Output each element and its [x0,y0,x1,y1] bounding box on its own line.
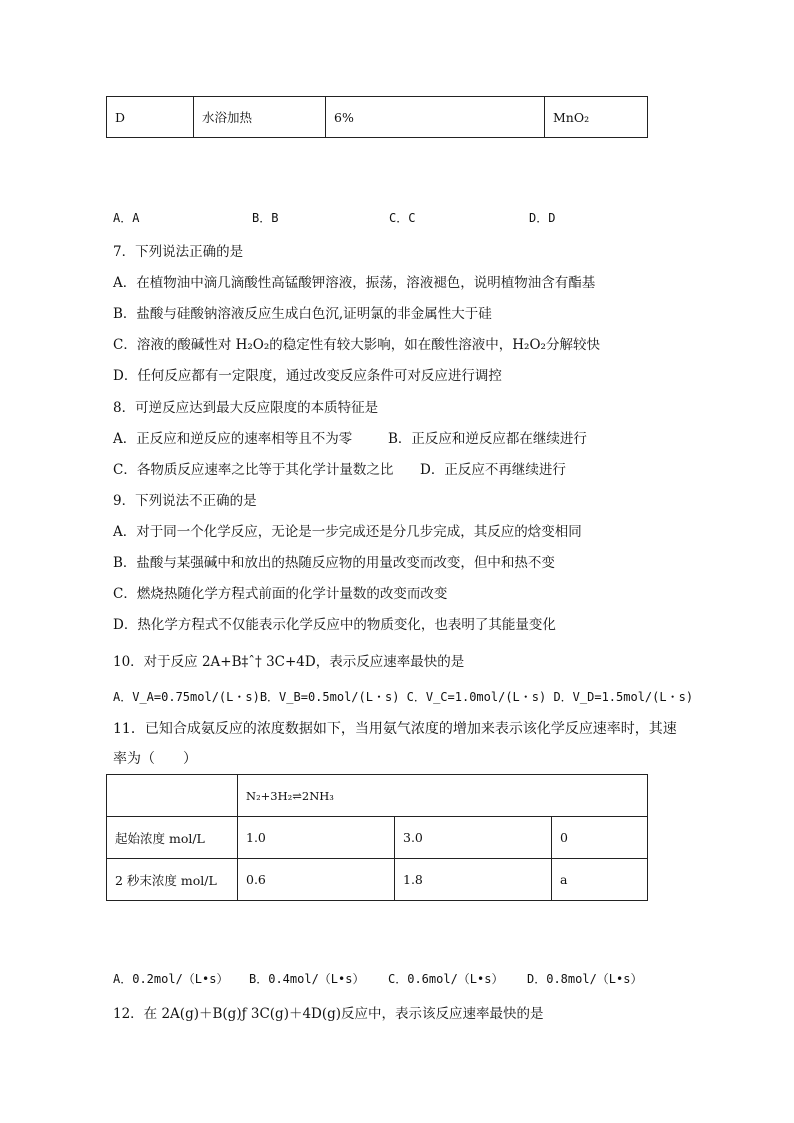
question-stem: 11．已知合成氨反应的浓度数据如下，当用氨气浓度的增加来表示该化学反应速率时，其速 [113,721,677,737]
q6-option-a: A．A [113,211,140,225]
option-text: B．正反应和逆反应都在继续进行 [388,431,587,447]
question-stem: 9．下列说法不正确的是 [113,493,257,509]
question-stem: 10．对于反应 2A+B‡ˆ† 3C+4D，表示反应速率最快的是 [113,654,465,670]
table-cell: 6% [326,97,545,138]
question-stem: 8．可逆反应达到最大反应限度的本质特征是 [113,400,379,416]
option-text: D．正反应不再继续进行 [420,462,566,478]
q6-option-b: B．B [252,211,279,225]
option-text: A．对于同一个化学反应，无论是一步完成还是分几步完成，其反应的焓变相同 [113,524,582,540]
question-stem: 率为（ ） [113,751,197,767]
option-text: A．在植物油中滴几滴酸性高锰酸钾溶液，振荡，溶液褪色，说明植物油含有酯基 [113,275,596,291]
table-row [107,97,648,138]
question-stem: 7．下列说法正确的是 [113,244,244,260]
table-cell: D [107,97,194,138]
q6-option-d: D．D [529,211,556,225]
option-text: D．热化学方程式不仅能表示化学反应中的物质变化，也表明了其能量变化 [113,617,556,633]
q11-option-b: B．0.4mol/（L•s） [249,972,365,986]
option-text: C．溶液的酸碱性对 H₂O₂的稳定性有较大影响，如在酸性溶液中，H₂O₂分解较快 [113,337,600,353]
option-text: A．正反应和逆反应的速率相等且不为零 [113,431,353,447]
option-text: C．各物质反应速率之比等于其化学计量数之比 [113,462,394,478]
table-cell: 0.6 [238,859,395,901]
table-cell: 3.0 [395,817,552,859]
q11-option-a: A．0.2mol/（L•s） [113,972,229,986]
option-text: A．V_A=0.75mol/(L・s)B．V_B=0.5mol/(L・s) C．V_C=1.0mol/(L・s) D．V_D=1.5mol/(L・s) [113,690,694,704]
table-row [107,817,648,859]
q11-option-d: D．0.8mol/（L•s） [527,972,643,986]
table-cell: 0 [552,817,648,859]
option-text: B．盐酸与某强碱中和放出的热随反应物的用量改变而改变，但中和热不变 [113,555,555,571]
option-text: B．盐酸与硅酸钠溶液反应生成白色沉,证明氯的非金属性大于硅 [113,306,492,322]
question-stem: 12．在 2A(g)＋B(g)ƒ 3C(g)＋4D(g)反应中，表示该反应速率最快的是 [113,1006,544,1022]
option-text: D．任何反应都有一定限度，通过改变反应条件可对反应进行调控 [113,368,502,384]
table-cell: a [552,859,648,901]
table-header-cell: N₂+3H₂⇌2NH₃ [238,775,648,817]
table-cell: 起始浓度 mol/L [107,817,238,859]
table-row [107,859,648,901]
q11-option-c: C．0.6mol/（L•s） [388,972,504,986]
table-cell: 水浴加热 [194,97,326,138]
option-text: C．燃烧热随化学方程式前面的化学计量数的改变而改变 [113,586,448,602]
table-cell [107,775,238,817]
table-cell: 1.8 [395,859,552,901]
top-table [106,96,648,138]
table-cell: MnO₂ [545,97,648,138]
table-cell: 1.0 [238,817,395,859]
table-row [107,775,648,817]
table-cell: 2 秒末浓度 mol/L [107,859,238,901]
q6-option-c: C．C [389,211,416,225]
q11-table [106,774,648,901]
